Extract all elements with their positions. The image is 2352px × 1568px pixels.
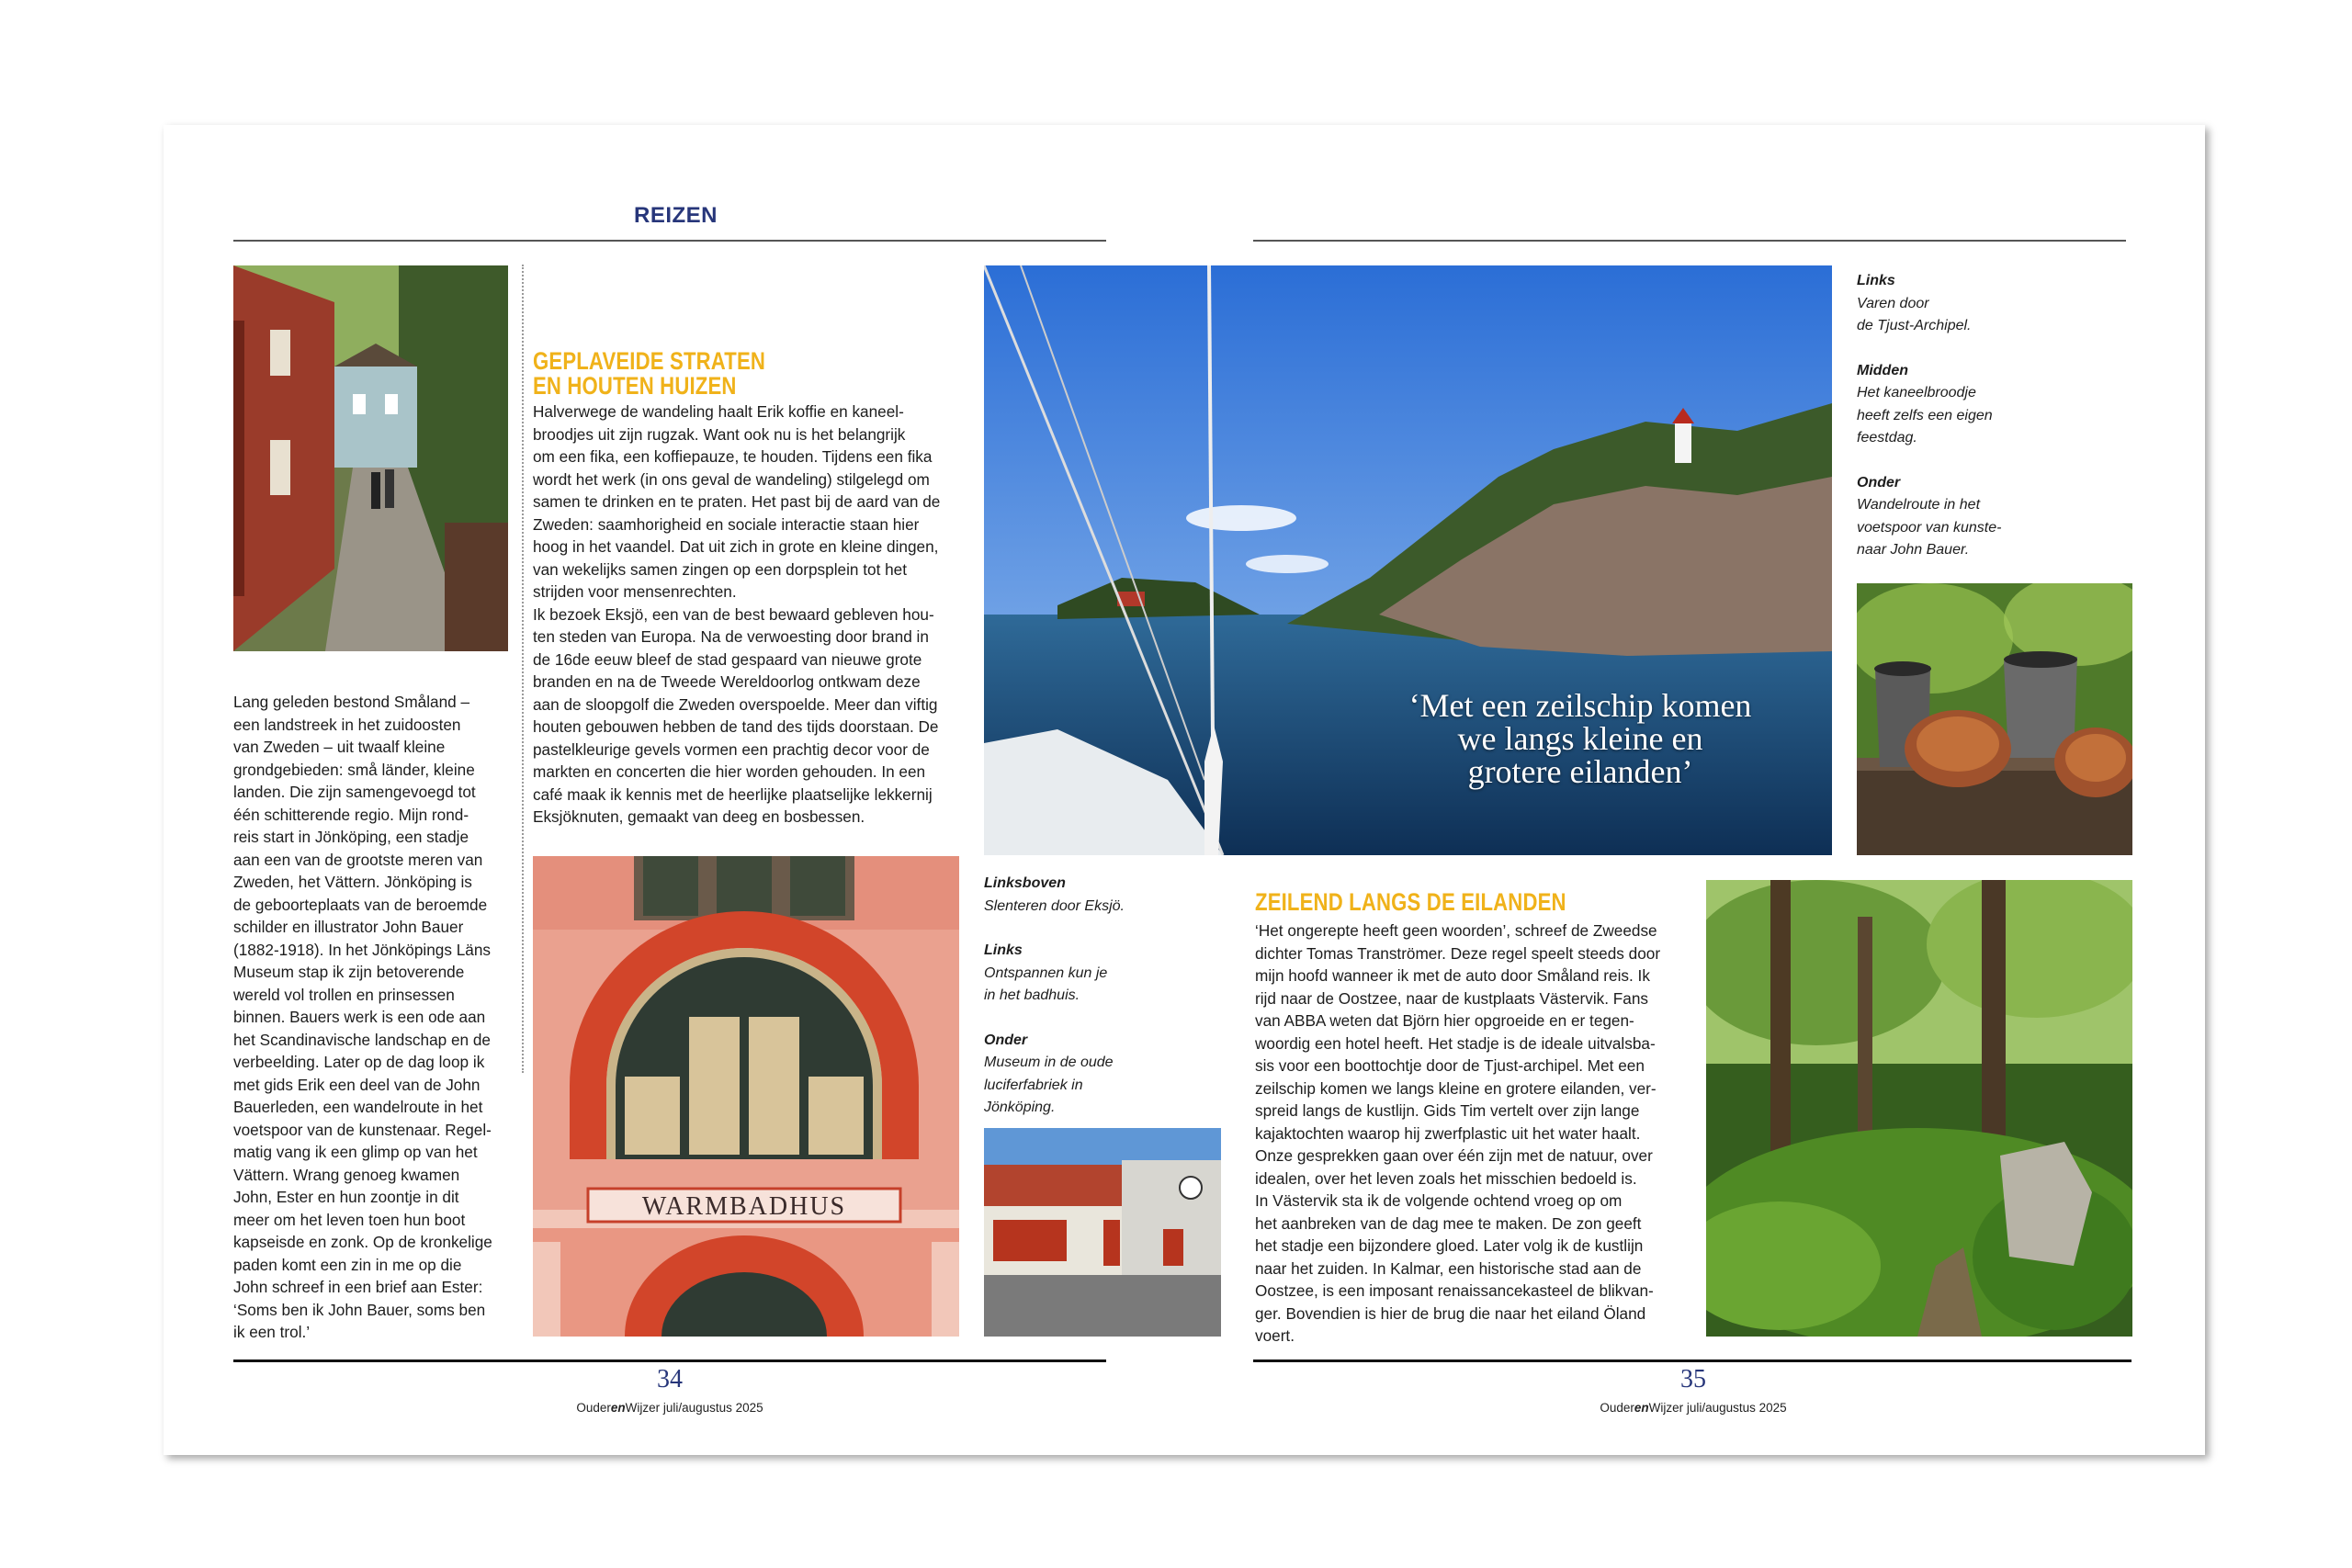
text-line: landen. Die zijn samengevoegd tot [233, 783, 476, 801]
text-line: Zweden, het Vättern. Jönköping is [233, 873, 472, 891]
text-line: Bauerleden, een wandelroute in het [233, 1098, 483, 1116]
caption-text: Slenteren door Eksjö. [984, 897, 1125, 914]
text-line: naar het zuiden. In Kalmar, een historische stad aan de [1255, 1258, 1642, 1278]
caption-block [1857, 360, 2031, 450]
photo-forest-trail [1706, 880, 2132, 1337]
captions-right-page [1857, 270, 2031, 584]
text-line: café maak ik kennis met de heerlijke plaatselijke lekkernij [533, 784, 933, 804]
quote-line: we langs kleine en [1457, 720, 1703, 757]
quote-line: grotere eilanden’ [1467, 753, 1693, 790]
text-line: voert. [1255, 1326, 1295, 1345]
warmbadhus-sign: WARMBADHUS [641, 1192, 847, 1221]
captions-left-page [984, 873, 1149, 1142]
text-line: van wekelijks samen zingen op een dorpsplein tot het [533, 559, 908, 579]
caption-text: luciferfabriek in [984, 1077, 1083, 1093]
caption-block [984, 873, 1149, 918]
caption-title: Midden [1857, 362, 1908, 378]
text-line: met gids Erik een deel van de John [233, 1075, 481, 1094]
text-line: Halverwege de wandeling haalt Erik koffie en kaneel- [533, 402, 904, 421]
photo-warmbadhus [533, 856, 959, 1337]
heading-cobbled-streets [533, 349, 765, 399]
section-label: REIZEN [634, 203, 718, 228]
text-line: het stadje een bijzondere gloed. Later volg ik de kustlijn [1255, 1236, 1644, 1255]
text-line: broodjes uit zijn rugzak. Want ook nu is het belangrijk [533, 424, 906, 444]
text-line: houten gebouwen hebben de tand des tijds doorstaan. De [533, 717, 939, 736]
caption-text: Museum in de oude [984, 1055, 1114, 1070]
text-line: zeilschip komen we langs kleine en grotere eilanden, ver- [1255, 1078, 1657, 1098]
text-line: verbeelding. Later op de dag loop ik [233, 1053, 485, 1071]
caption-text: Ontspannen kun je [984, 964, 1108, 981]
text-line: schilder en illustrator John Bauer [233, 918, 464, 936]
text-line: grondgebieden: små länder, kleine [233, 760, 475, 779]
text-line: kajaktochten waarop hij zwerfplastic uit het water haalt. [1255, 1123, 1641, 1143]
caption-text: voetspoor van kunste- [1857, 519, 2002, 536]
text-line: Zweden: saamhorigheid en sociale interactie staan hier [533, 514, 920, 534]
text-line: strijden voor mensenrechten. [533, 582, 737, 601]
text-line: het Scandinavische landschap en de [233, 1030, 491, 1049]
text-line: John, Ester en hun zoontje in dit [233, 1188, 459, 1206]
caption-block [1857, 270, 2031, 338]
caption-title: Links [1857, 273, 1895, 288]
text-line: In Västervik sta ik de volgende ochtend vroeg op om [1255, 1191, 1623, 1210]
text-line: aan een van de grootste meren van [233, 850, 483, 869]
photo-cinnamon-buns [1857, 583, 2132, 855]
text-line: de geboorteplaats van de beroemde [233, 895, 488, 914]
text-line: samen te drinken en te praten. Het past bij de aard van de [533, 492, 941, 511]
text-line: matig vang ik een glimp op van het [233, 1143, 478, 1161]
caption-text: feestdag. [1857, 430, 1917, 446]
text-line: ‘Het ongerepte heeft geen woorden’, schreef de Zweedse [1255, 921, 1657, 940]
text-line: woordig een hotel heeft. Het stadje is de ideale uitvalsba- [1255, 1033, 1656, 1053]
page-number-right: 35 [1680, 1365, 1706, 1393]
text-line: van Zweden – uit twaalf kleine [233, 738, 446, 756]
caption-title: Linksboven [984, 875, 1066, 891]
text-line: één schitterende regio. Mijn rond- [233, 805, 469, 824]
caption-text: in het badhuis. [984, 987, 1080, 1003]
text-line: een landstreek in het zuidoosten [233, 715, 461, 734]
header-rule-left [233, 240, 1106, 242]
heading-line: EN HOUTEN HUIZEN [533, 372, 737, 400]
caption-text: naar John Bauer. [1857, 542, 1970, 558]
footer-brand-pre: Ouder [576, 1401, 611, 1415]
column-divider [522, 265, 524, 1073]
quote-line: ‘Met een zeilschip komen [1408, 687, 1752, 724]
right-column-text [1255, 919, 1714, 1348]
footer-rule-right [1253, 1359, 2132, 1362]
text-line: spreid langs de kustlijn. Gids Tim vertelt over zijn lange [1255, 1101, 1640, 1120]
column-2-text [533, 400, 965, 829]
caption-text: Wandelroute in het [1857, 497, 1981, 513]
caption-block [1857, 472, 2031, 562]
caption-title: Onder [984, 1032, 1028, 1048]
text-line: reis start in Jönköping, een stadje [233, 828, 469, 846]
text-line: wordt het werk (in ons geval de wandeling) stilgelegd om [533, 469, 930, 489]
heading-line: GEPLAVEIDE STRATEN [533, 347, 766, 375]
text-line: sis voor een boottochtje door de Tjust-archipel. Met een [1255, 1056, 1645, 1075]
header-rule-right [1253, 240, 2126, 242]
footer-right [1555, 1401, 1831, 1415]
page-number-left: 34 [657, 1365, 683, 1393]
text-line: meer om het leven toen hun boot [233, 1210, 466, 1229]
photo-match-museum [984, 1128, 1221, 1337]
text-line: ‘Soms ben ik John Bauer, soms ben [233, 1300, 486, 1319]
text-line: dichter Tomas Tranströmer. Deze regel speelt steeds door [1255, 943, 1661, 963]
footer-brand-pre: Ouder [1600, 1401, 1634, 1415]
footer-brand-em: en [610, 1401, 626, 1415]
caption-block [984, 940, 1149, 1008]
photo-eksjo-street [233, 265, 508, 651]
text-line: mijn hoofd wanneer ik met de auto door Småland reis. Ik [1255, 966, 1650, 985]
caption-title: Links [984, 942, 1023, 958]
text-line: Ik bezoek Eksjö, een van de best bewaard gebleven hou- [533, 604, 934, 624]
caption-text: Varen door [1857, 295, 1929, 311]
caption-text: heeft zelfs een eigen [1857, 407, 1993, 423]
text-line: ger. Bovendien is hier de brug die naar het eiland Öland [1255, 1303, 1646, 1323]
text-line: Onze gesprekken gaan over één zijn met de natuur, over [1255, 1146, 1653, 1165]
intro-column [233, 691, 509, 1344]
footer-brand-em: en [1634, 1401, 1649, 1415]
text-line: ten steden van Europa. Na de verwoesting door brand in [533, 627, 929, 646]
text-line: kapseisde en zonk. Op de kronkelige [233, 1233, 492, 1251]
text-line: Lang geleden bestond Småland – [233, 693, 470, 711]
text-line: pastelkleurige gevels vormen een prachtig decor voor de [533, 739, 930, 759]
text-line: branden en na de Tweede Wereldoorlog ontkwam deze [533, 672, 921, 691]
caption-text: Het kaneelbroodje [1857, 385, 1976, 400]
pull-quote [1323, 689, 1838, 788]
text-line: idealen, over het leven zoals het misschien bedoeld is. [1255, 1168, 1637, 1188]
text-line: Eksjöknuten, gemaakt van deeg en bosbessen. [533, 807, 865, 826]
caption-text: de Tjust-Archipel. [1857, 318, 1972, 333]
text-line: ik een trol.’ [233, 1323, 311, 1341]
text-line: om een fika, een koffiepauze, te houden. Tijdens een fika [533, 447, 933, 466]
text-line: (1882-1918). In het Jönköpings Läns [233, 940, 491, 959]
text-line: wereld vol trollen en prinsessen [233, 985, 455, 1004]
caption-block [984, 1030, 1149, 1120]
text-line: hoog in het vaandel. Dat uit zich in grote en kleine dingen, [533, 537, 939, 556]
footer-rule-left [233, 1359, 1106, 1362]
text-line: voetspoor van de kunstenaar. Regel- [233, 1120, 492, 1139]
text-line: rijd naar de Oostzee, naar de kustplaats Västervik. Fans [1255, 988, 1648, 1008]
text-line: Vättern. Wrang genoeg kwamen [233, 1165, 460, 1184]
text-line: van ABBA weten dat Björn hier opgroeide en er tegen- [1255, 1011, 1634, 1030]
text-line: markten en concerten die hier worden gehouden. In een [533, 762, 926, 781]
text-line: het aanbreken van de dag mee te maken. De zon geeft [1255, 1213, 1642, 1233]
footer-brand-post: Wijzer juli/augustus 2025 [1648, 1401, 1787, 1415]
text-line: Oostzee, is een imposant renaissancekasteel de blikvan- [1255, 1281, 1654, 1300]
text-line: de 16de eeuw bleef de stad gespaard van nieuwe grote [533, 649, 922, 669]
text-line: John schreef in een brief aan Ester: [233, 1278, 483, 1296]
text-line: paden komt een zin in me op die [233, 1255, 462, 1274]
footer-brand-post: Wijzer juli/augustus 2025 [625, 1401, 763, 1415]
heading-sailing: ZEILEND LANGS DE EILANDEN [1255, 888, 1566, 916]
caption-title: Onder [1857, 474, 1901, 491]
text-line: aan de sloopgolf die Zweden overspoelde. Meer dan viftig [533, 694, 938, 714]
text-line: binnen. Bauers werk is een ode aan [233, 1008, 486, 1026]
caption-text: Jönköping. [984, 1100, 1056, 1115]
text-line: Museum stap ik zijn betoverende [233, 963, 465, 981]
footer-left [532, 1401, 808, 1415]
